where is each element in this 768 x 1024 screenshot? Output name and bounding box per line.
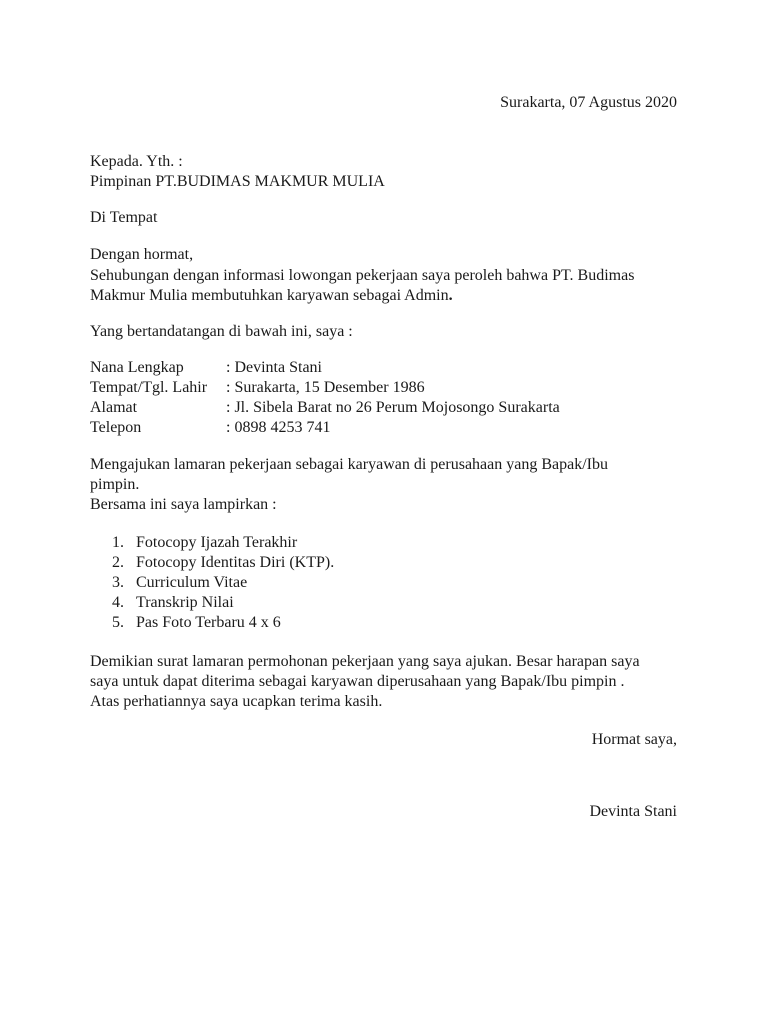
field-value-address: : Jl. Sibela Barat no 26 Perum Mojosongo Surakarta (226, 399, 560, 416)
field-value-phone: : 0898 4253 741 (226, 419, 331, 436)
date-line: Surakarta, 07 Agustus 2020 (500, 94, 677, 111)
field-label-address: Alamat (90, 399, 138, 416)
list-item-number: 2. (112, 554, 124, 571)
place: Di Tempat (90, 209, 158, 226)
field-label-birth: Tempat/Tgl. Lahir (90, 379, 208, 396)
list-item-number: 3. (112, 574, 124, 591)
intro-line-2-text: Makmur Mulia membutuhkan karyawan sebagai Admin (90, 287, 449, 304)
closing-line-1: Demikian surat lamaran permohonan pekerjaan yang saya ajukan. Besar harapan saya (90, 653, 640, 670)
apply-line-2: pimpin. (90, 476, 140, 493)
intro-line-2 (90, 286, 453, 306)
list-item-number: 4. (112, 594, 124, 611)
intro-line-2-period: . (448, 287, 453, 304)
list-item-text: Pas Foto Terbaru 4 x 6 (136, 614, 281, 631)
field-label-phone: Telepon (90, 419, 142, 436)
field-value-name: : Devinta Stani (226, 359, 322, 376)
closing-line-2: saya untuk dapat diterima sebagai karyawan diperusahaan yang Bapak/Ibu pimpin . (90, 673, 625, 690)
closing-line-3: Atas perhatiannya saya ucapkan terima kasih. (90, 693, 383, 710)
attach-intro: Bersama ini saya lampirkan : (90, 496, 277, 513)
to-label: Kepada. Yth. : (90, 153, 183, 170)
recipient: Pimpinan PT.BUDIMAS MAKMUR MULIA (90, 173, 385, 190)
list-item-number: 5. (112, 614, 124, 631)
list-item-text: Fotocopy Ijazah Terakhir (136, 534, 298, 551)
greeting: Dengan hormat, (90, 246, 194, 263)
field-label-name: Nana Lengkap (90, 359, 184, 376)
signature-name: Devinta Stani (589, 803, 677, 820)
sign-off: Hormat saya, (591, 731, 677, 748)
list-item-text: Fotocopy Identitas Diri (KTP). (136, 554, 335, 571)
field-value-birth: : Surakarta, 15 Desember 1986 (226, 379, 425, 396)
apply-line-1: Mengajukan lamaran pekerjaan sebagai karyawan di perusahaan yang Bapak/Ibu (90, 456, 608, 473)
intro-line-1: Sehubungan dengan informasi lowongan pekerjaan saya peroleh bahwa PT. Budimas (90, 267, 635, 284)
list-item-text: Curriculum Vitae (136, 574, 248, 591)
list-item-number: 1. (112, 534, 124, 551)
list-item-text: Transkrip Nilai (136, 594, 234, 611)
undersigned-line: Yang bertandatangan di bawah ini, saya : (90, 323, 353, 340)
